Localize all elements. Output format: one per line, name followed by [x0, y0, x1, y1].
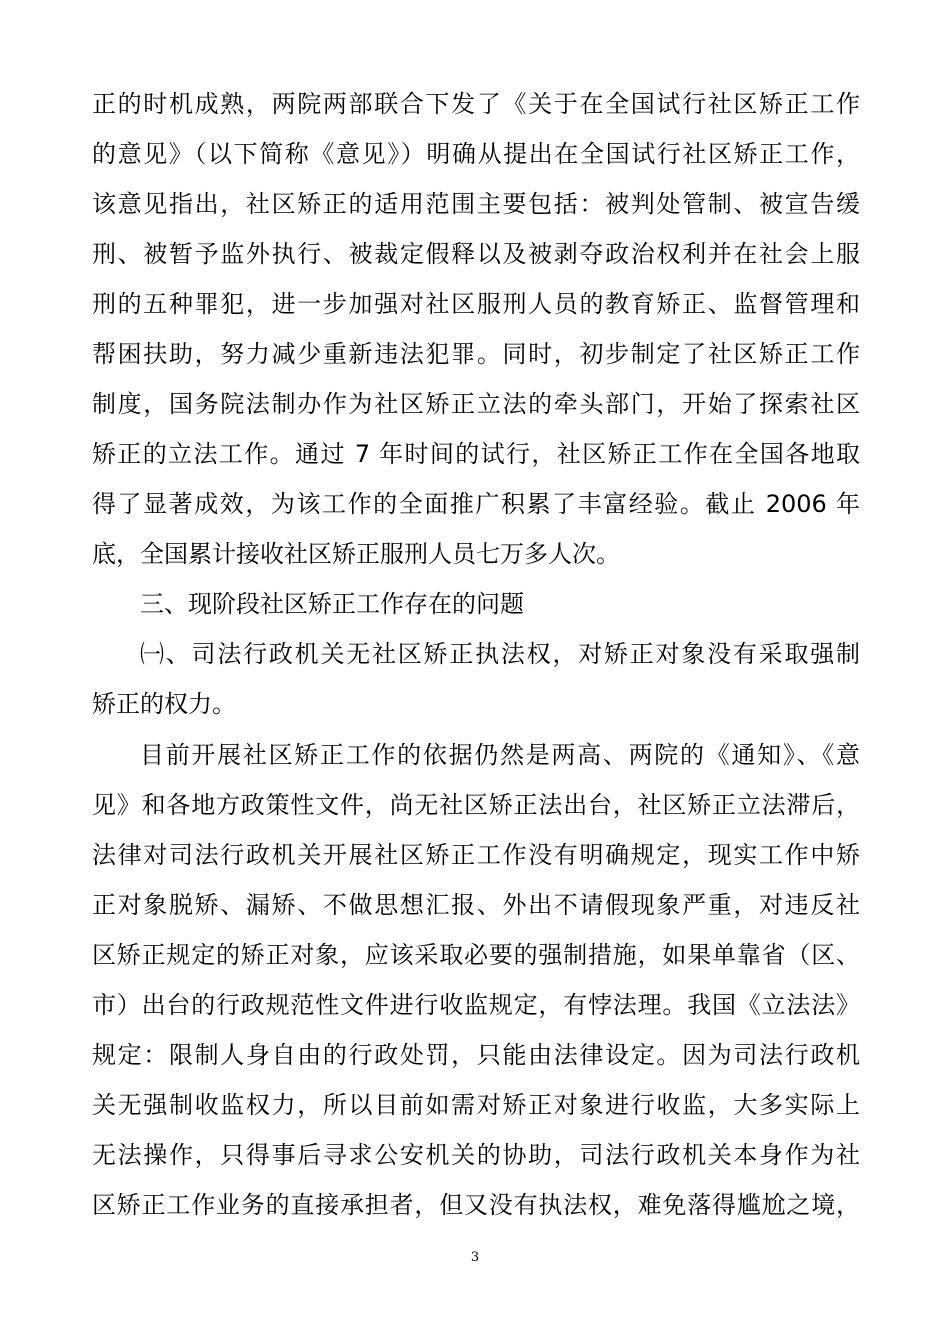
- text-line: 见》和各地方政策性文件，尚无社区矫正法出台，社区矫正立法滞后，: [92, 791, 860, 819]
- subsection-heading-end: 矫正的权力。: [92, 690, 236, 718]
- text-line: 刑的五种罪犯，进一步加强对社区服刑人员的教育矫正、监督管理和: [92, 290, 860, 318]
- text-line: 法律对司法行政机关开展社区矫正工作没有明确规定，现实工作中矫: [92, 841, 860, 869]
- subsection-heading: ㈠、司法行政机关无社区矫正执法权，对矫正对象没有采取强制: [140, 640, 860, 668]
- text-line: 制度，国务院法制办作为社区矫正立法的牵头部门，开始了探索社区: [92, 390, 860, 418]
- text-line: 的意见》（以下简称《意见》）明确从提出在全国试行社区矫正工作，: [92, 140, 860, 168]
- text-line-paragraph-end: 底，全国累计接收社区矫正服刑人员七万多人次。: [92, 540, 620, 568]
- text-line: 无法操作，只得事后寻求公安机关的协助，司法行政机关本身作为社: [92, 1141, 860, 1169]
- text-line: 矫正的立法工作。通过 7 年时间的试行，社区矫正工作在全国各地取: [92, 440, 860, 468]
- paragraph-first-line: 目前开展社区矫正工作的依据仍然是两高、两院的《通知》、《意: [140, 741, 860, 769]
- text-line: 帮困扶助，努力减少重新违法犯罪。同时，初步制定了社区矫正工作: [92, 340, 860, 368]
- text-line: 区矫正工作业务的直接承担者，但又没有执法权，难免落得尴尬之境，: [92, 1191, 860, 1219]
- text-line: 正的时机成熟，两院两部联合下发了《关于在全国试行社区矫正工作: [92, 90, 860, 118]
- text-line: 正对象脱矫、漏矫、不做思想汇报、外出不请假现象严重，对违反社: [92, 891, 860, 919]
- section-heading: 三、现阶段社区矫正工作存在的问题: [140, 590, 524, 618]
- text-line: 规定：限制人身自由的行政处罚，只能由法律设定。因为司法行政机: [92, 1041, 860, 1069]
- text-line: 区矫正规定的矫正对象，应该采取必要的强制措施，如果单靠省（区、: [92, 941, 860, 969]
- text-line: 刑、被暂予监外执行、被裁定假释以及被剥夺政治权利并在社会上服: [92, 240, 860, 268]
- text-line: 该意见指出，社区矫正的适用范围主要包括：被判处管制、被宣告缓: [92, 190, 860, 218]
- text-line: 得了显著成效，为该工作的全面推广积累了丰富经验。截止 2006 年: [92, 490, 860, 518]
- text-line: 关无强制收监权力，所以目前如需对矫正对象进行收监，大多实际上: [92, 1091, 860, 1119]
- text-line: 市）出台的行政规范性文件进行收监规定，有悖法理。我国《立法法》: [92, 991, 860, 1019]
- page-number: 3: [470, 1250, 480, 1265]
